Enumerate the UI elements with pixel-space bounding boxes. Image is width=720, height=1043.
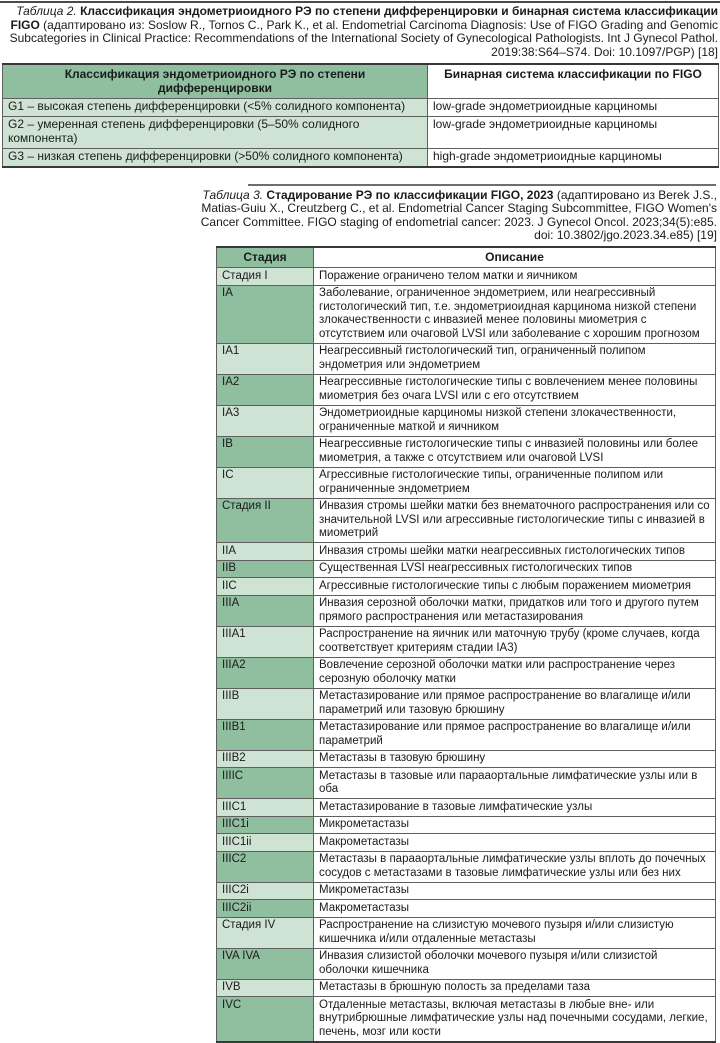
grade-cell: G2 – умеренная степень дифференцировки (5–50% солидного компонента) bbox=[3, 117, 428, 149]
description-cell: Распространение на яичник или маточную трубу (кроме случаев, когда соответствует критериям стадии IA3) bbox=[314, 626, 716, 657]
stage-cell: IA2 bbox=[217, 374, 314, 405]
stage-cell: IIIC2 bbox=[217, 851, 314, 882]
table2-header bbox=[3, 64, 719, 99]
table3-header-description: Описание bbox=[314, 247, 716, 268]
description-cell: Неагрессивные гистологические типы с инвазией половины или более миометрия, а также с отсутствием или очаговой LVSI bbox=[314, 436, 716, 467]
stage-cell: Стадия I bbox=[217, 268, 314, 286]
stage-cell: IIIB1 bbox=[217, 719, 314, 750]
table3-header bbox=[217, 247, 716, 268]
description-cell: Метастазы в парааортальные лимфатические узлы вплоть до почечных сосудов с метастазами в тазовые лимфатические узлы или без них bbox=[314, 851, 716, 882]
table3-separator-rule bbox=[248, 184, 716, 186]
grade-cell: G1 – высокая степень дифференцировки (<5% солидного компонента) bbox=[3, 99, 428, 117]
description-cell: Метастазы в тазовую брюшину bbox=[314, 750, 716, 768]
description-cell: Вовлечение серозной оболочки матки или распространение через серозную оболочку матки bbox=[314, 657, 716, 688]
stage-cell: IVC bbox=[217, 997, 314, 1042]
binary-class-cell: low-grade эндометриоидные карциномы bbox=[428, 99, 719, 117]
table2-header-left: Классификация эндометриоидного РЭ по степени дифференцировки bbox=[3, 64, 428, 99]
table-row bbox=[217, 948, 716, 979]
table-row bbox=[217, 578, 716, 596]
table-row bbox=[217, 343, 716, 374]
table-row bbox=[217, 882, 716, 900]
table-row bbox=[217, 405, 716, 436]
stage-cell: IA1 bbox=[217, 343, 314, 374]
stage-cell: IIIC1 bbox=[217, 799, 314, 817]
table3-header-row bbox=[217, 247, 716, 268]
table-row bbox=[217, 851, 716, 882]
description-cell: Агрессивные гистологические типы с любым поражением миометрия bbox=[314, 578, 716, 596]
stage-cell: IIIB bbox=[217, 688, 314, 719]
top-separator-rule bbox=[0, 1, 720, 3]
description-cell: Существенная LVSI неагрессивных гистологических типов bbox=[314, 560, 716, 578]
table2-caption-title: Классификация эндометриоидного РЭ по степени дифференцировки и бинарная система классификации FIGO bbox=[10, 4, 718, 32]
table-row bbox=[217, 834, 716, 852]
table2-header-right: Бинарная система классификации по FIGO bbox=[428, 64, 719, 99]
description-cell: Распространение на слизистую мочевого пузыря и/или слизистую кишечника и/или отдаленные метастазы bbox=[314, 917, 716, 948]
binary-class-cell: low-grade эндометриоидные карциномы bbox=[428, 117, 719, 149]
table-row bbox=[217, 816, 716, 834]
description-cell: Заболевание, ограниченное эндометрием, или неагрессивный гистологический тип, т.е. эндометриоидная карцинома низкой степени злокачественности с инвазией менее половины миометрия с отсутствием или очаговой LVSI или заболевание с хорошим прогнозом bbox=[314, 285, 716, 343]
table2-caption-source: (адаптировано из: Soslow R., Tornos C., Park K., et al. Endometrial Carcinoma Diagnosis: Use of FIGO Grading and Genomic Subcategories in Clinical Practice: Recommendations of the International Society of Gynecological Pathologists. Int J Gynecol Pathol. 2019:38:S64–S74. Doi: 10.1097/PGP) [18] bbox=[9, 17, 718, 59]
description-cell: Метастазирование или прямое распространение во влагалище и/или параметрий или тазовую брюшину bbox=[314, 688, 716, 719]
stage-cell: IVB bbox=[217, 979, 314, 997]
table-row bbox=[217, 543, 716, 561]
table3-header-stage: Стадия bbox=[217, 247, 314, 268]
stage-cell: IIIC1i bbox=[217, 816, 314, 834]
description-cell: Поражение ограничено телом матки и яичником bbox=[314, 268, 716, 286]
table-row bbox=[217, 997, 716, 1042]
description-cell: Метастазирование в тазовые лимфатические узлы bbox=[314, 799, 716, 817]
description-cell: Макрометастазы bbox=[314, 900, 716, 918]
description-cell: Эндометриоидные карциномы низкой степени злокачественности, ограниченные маткой и яичником bbox=[314, 405, 716, 436]
stage-cell: IIIA2 bbox=[217, 657, 314, 688]
table-row bbox=[217, 560, 716, 578]
stage-cell: IB bbox=[217, 436, 314, 467]
description-cell: Метастазы в брюшную полость за пределами таза bbox=[314, 979, 716, 997]
table-row bbox=[217, 917, 716, 948]
description-cell: Инвазия серозной оболочки матки, придатков или того и другого путем прямого распространения или метастазирования bbox=[314, 595, 716, 626]
table-row bbox=[217, 799, 716, 817]
table-figo-staging bbox=[216, 246, 716, 1043]
stage-cell: IIIA bbox=[217, 595, 314, 626]
description-cell: Инвазия стромы шейки матки неагрессивных гистологических типов bbox=[314, 543, 716, 561]
table2-header-row bbox=[3, 64, 719, 99]
description-cell: Макрометастазы bbox=[314, 834, 716, 852]
table3-caption-source: (адаптировано из Berek J.S., Matias-Guiu X., Creutzberg C., et al. Endometrial Cancer Staging Subcommittee, FIGO Women's Cancer Committee. FIGO staging of endometrial cancer: 2023. J Gynecol Oncol. 2023;34(5):e85. doi: 10.3802/jgo.2023.34.e85) [19] bbox=[200, 187, 717, 243]
table2-row bbox=[3, 117, 719, 149]
table-row bbox=[217, 750, 716, 768]
table3-caption-title: Стадирование РЭ по классификации FIGO, 2023 bbox=[266, 187, 557, 202]
table-row bbox=[217, 595, 716, 626]
table-grading-classification bbox=[2, 63, 719, 167]
stage-cell: IIIC2i bbox=[217, 882, 314, 900]
description-cell: Инвазия стромы шейки матки без внематочного распространения или со значительной LVSI или агрессивные гистологические типы с инвазией в миометрий bbox=[314, 498, 716, 543]
table-row bbox=[217, 498, 716, 543]
table-row bbox=[217, 688, 716, 719]
description-cell: Инвазия слизистой оболочки мочевого пузыря и/или слизистой оболочки кишечника bbox=[314, 948, 716, 979]
stage-cell: IC bbox=[217, 467, 314, 498]
stage-cell: IVA IVA bbox=[217, 948, 314, 979]
stage-cell: IIIA1 bbox=[217, 626, 314, 657]
stage-cell: IIC bbox=[217, 578, 314, 596]
description-cell: Метастазирование или прямое распространение во влагалище и/или параметрий bbox=[314, 719, 716, 750]
description-cell: Отдаленные метастазы, включая метастазы в любые вне- или внутрибрюшные лимфатические узлы над почечными сосудами, легкие, печень, мозг или кости bbox=[314, 997, 716, 1042]
stage-cell: IIIB2 bbox=[217, 750, 314, 768]
table-row bbox=[217, 268, 716, 286]
stage-cell: Стадия II bbox=[217, 498, 314, 543]
table-row bbox=[217, 626, 716, 657]
stage-cell: Стадия IV bbox=[217, 917, 314, 948]
binary-class-cell: high-grade эндометриоидные карциномы bbox=[428, 148, 719, 166]
table-row bbox=[217, 374, 716, 405]
stage-cell: IIIC2ii bbox=[217, 900, 314, 918]
stage-cell: IA bbox=[217, 285, 314, 343]
table3-caption bbox=[180, 189, 717, 243]
description-cell: Неагрессивный гистологический тип, ограниченный полипом эндометрия или эндометрием bbox=[314, 343, 716, 374]
description-cell: Агрессивные гистологические типы, ограниченные полипом или ограниченные эндометрием bbox=[314, 467, 716, 498]
table-row bbox=[217, 768, 716, 799]
stage-cell: IA3 bbox=[217, 405, 314, 436]
table2-row bbox=[3, 99, 719, 117]
table-row bbox=[217, 467, 716, 498]
document-page bbox=[0, 1, 720, 1038]
table-row bbox=[217, 979, 716, 997]
stage-cell: IIB bbox=[217, 560, 314, 578]
stage-cell: IIIC1ii bbox=[217, 834, 314, 852]
table-row bbox=[217, 657, 716, 688]
grade-cell: G3 – низкая степень дифференцировки (>50% солидного компонента) bbox=[3, 148, 428, 166]
description-cell: Неагрессивные гистологические типы с вовлечением менее половины миометрия без очага LVSI или с его отсутствием bbox=[314, 374, 716, 405]
stage-cell: IIIIC bbox=[217, 768, 314, 799]
table-row bbox=[217, 719, 716, 750]
table2-caption bbox=[2, 5, 718, 59]
table3-caption-label: Таблица 3. bbox=[202, 187, 267, 202]
table-row bbox=[217, 285, 716, 343]
table-row bbox=[217, 436, 716, 467]
table2-caption-label: Таблица 2. bbox=[16, 4, 81, 18]
table2-row bbox=[3, 148, 719, 166]
description-cell: Микрометастазы bbox=[314, 882, 716, 900]
table-row bbox=[217, 900, 716, 918]
stage-cell: IIA bbox=[217, 543, 314, 561]
description-cell: Микрометастазы bbox=[314, 816, 716, 834]
description-cell: Метастазы в тазовые или парааортальные лимфатические узлы или в оба bbox=[314, 768, 716, 799]
